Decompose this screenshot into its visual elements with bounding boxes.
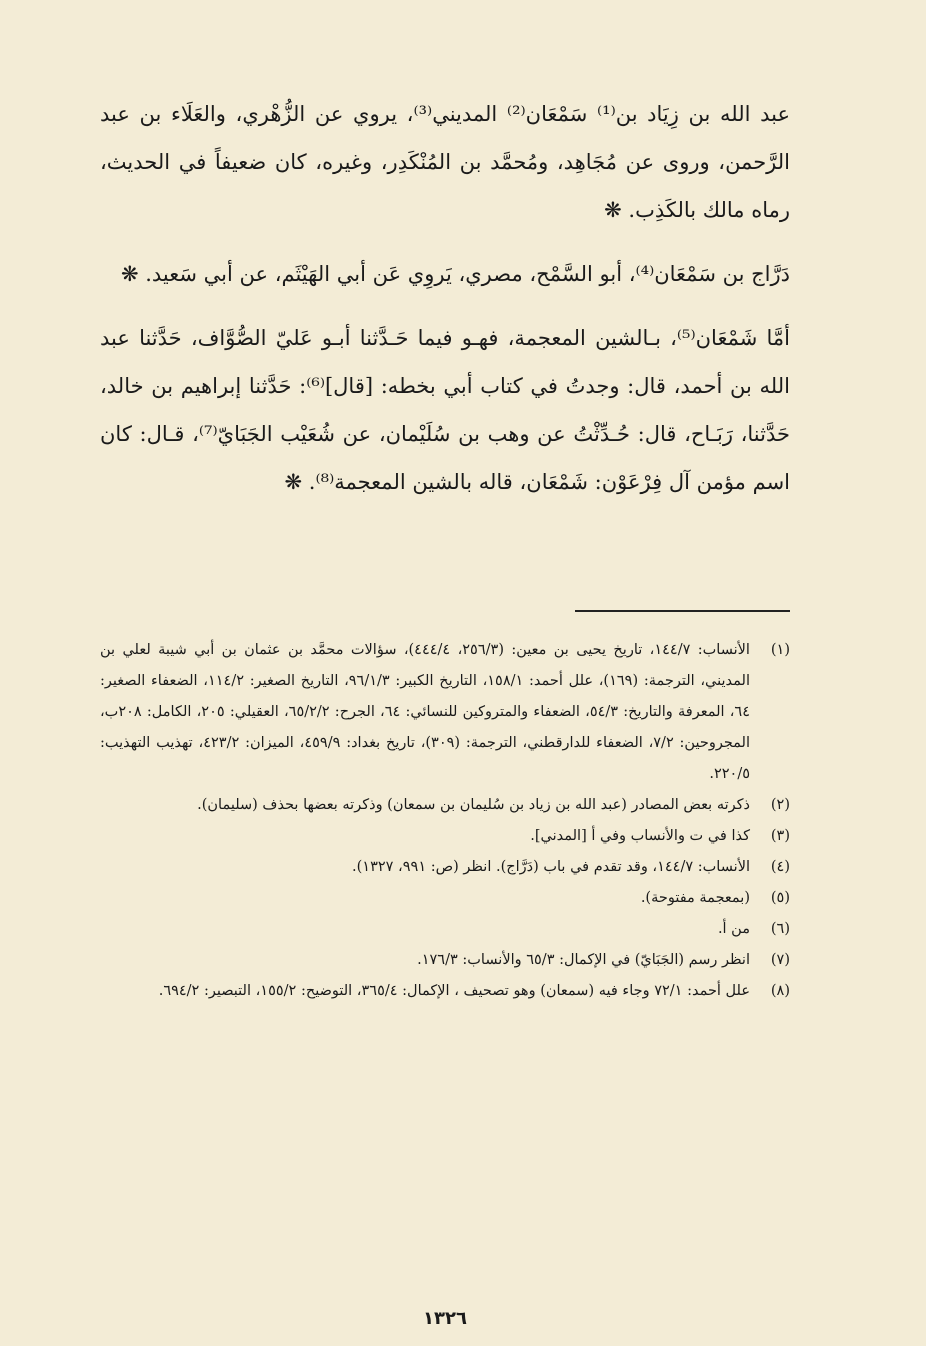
document-page bbox=[100, 90, 790, 1330]
footnote-text: من أ. bbox=[717, 921, 750, 937]
footnote-7 bbox=[100, 945, 790, 976]
footnote-text: ذكرته بعض المصادر (عبد الله بن زياد بن سُليمان بن سمعان) وذكرته بعضها بحذف (سليمان). bbox=[197, 797, 750, 813]
footnote-number: (٥) bbox=[770, 890, 790, 906]
footnote-text: (بمعجمة مفتوحة). bbox=[640, 890, 750, 906]
footnote-2 bbox=[100, 790, 790, 821]
footnote-number: (٤) bbox=[770, 859, 790, 875]
footnote-number: (٨) bbox=[770, 983, 790, 999]
footnote-text: انظر رسم (الجَبَايّ) في الإكمال: ٦٥/٣ والأنساب: ١٧٦/٣. bbox=[417, 952, 750, 968]
paragraph-darraj-ibn-samaan: دَرَّاج بن سَمْعَان⁽⁴⁾، أبو السَّمْح، مصري، يَروِي عَن أبي الهَيْثَم، عن أبي سَعيد. ❋ bbox=[120, 262, 790, 286]
paragraph-shamaan: أمَّا شَمْعَان⁽⁵⁾، بـالشين المعجمة، فهـو فيما حَـدَّثنا أبـو عَليّ الصُّوَّاف، حَدَّثنا عبد الله بن أحمد، قال: وجدتُ في كتاب أبي بخطه: [قال]⁽⁶⁾: حَدَّثنا إبراهيم بن خالد، حَدَّثنا، رَبَـاح، قال: حُـدِّثْتُ عن وهب بن سُلَيْمان، عن شُعَيْب الجَبَايّ⁽⁷⁾، قـال: كان اسم مؤمن آل فِرْعَوْن: شَمْعَان، قاله بالشين المعجمة⁽⁸⁾. ❋ bbox=[100, 326, 790, 494]
footnote-6 bbox=[100, 914, 790, 945]
footnote-number: (٧) bbox=[770, 952, 790, 968]
footnote-number: (٣) bbox=[770, 828, 790, 844]
main-text bbox=[100, 90, 790, 506]
footnote-text: كذا في ت والأنساب وفي أ [المدني]. bbox=[530, 828, 750, 844]
footnote-8 bbox=[100, 976, 790, 1007]
footnote-number: (٢) bbox=[770, 797, 790, 813]
footnote-separator bbox=[575, 610, 790, 612]
footnote-3 bbox=[100, 821, 790, 852]
footnote-text: الأنساب: ١٤٤/٧، تاريخ يحيى بن معين: (٢٥٦/٣، ٤٤٤/٤)، سؤالات محمَّد بن عثمان بن أبي شيبة لعلي بن المديني، الترجمة: (١٦٩)، علل أحمد: ١٥٨/١، التاريخ الكبير: ٩٦/١/٣، التاريخ الصغير: ١١٤/٢، الضعفاء الصغير: ٦٤، المعرفة والتاريخ: ٥٤/٣، الضعفاء والمتروكين للنسائي: ٦٤، الجرح: ٦٥/٢/٢، العقيلي: ٢٠٥، الكامل: ٢٠٨ب، المجروحين: ٧/٢، الضعفاء للدارقطني، الترجمة: (٣٠٩)، تاريخ بغداد: ٤٥٩/٩، الميزان: ٤٢٣/٢، تهذيب التهذيب: ٢٢٠/٥. bbox=[100, 642, 751, 782]
footnote-4 bbox=[100, 852, 790, 883]
footnotes bbox=[100, 635, 790, 1007]
footnote-number: (٦) bbox=[770, 921, 790, 937]
footnote-5 bbox=[100, 883, 790, 914]
page-number: ١٣٢٦ bbox=[423, 1308, 467, 1329]
footnote-text: علل أحمد: ٧٢/١ وجاء فيه (سمعان) وهو تصحيف ، الإكمال: ٣٦٥/٤، التوضيح: ١٥٥/٢، التبصير: ٦٩٤/٢. bbox=[158, 983, 750, 999]
paragraph-abdullah-ibn-ziyad: عبد الله بن زِيَاد بن⁽¹⁾ سَمْعَان⁽²⁾ المديني⁽³⁾، يروي عن الزُّهْري، والعَلَاء بن عبد الرَّحمن، وروى عن مُجَاهِد، ومُحمَّد بن المُنْكَدِر، وغيره، كان ضعيفاً في الحديث، رماه مالك بالكَذِب. ❋ bbox=[100, 102, 790, 222]
footnote-number: (١) bbox=[770, 642, 790, 658]
footnote-1 bbox=[100, 635, 790, 790]
footnote-text: الأنساب: ١٤٤/٧، وقد تقدم في باب (دَرَّاج). انظر (ص: ٩٩١، ١٣٢٧). bbox=[352, 859, 750, 875]
